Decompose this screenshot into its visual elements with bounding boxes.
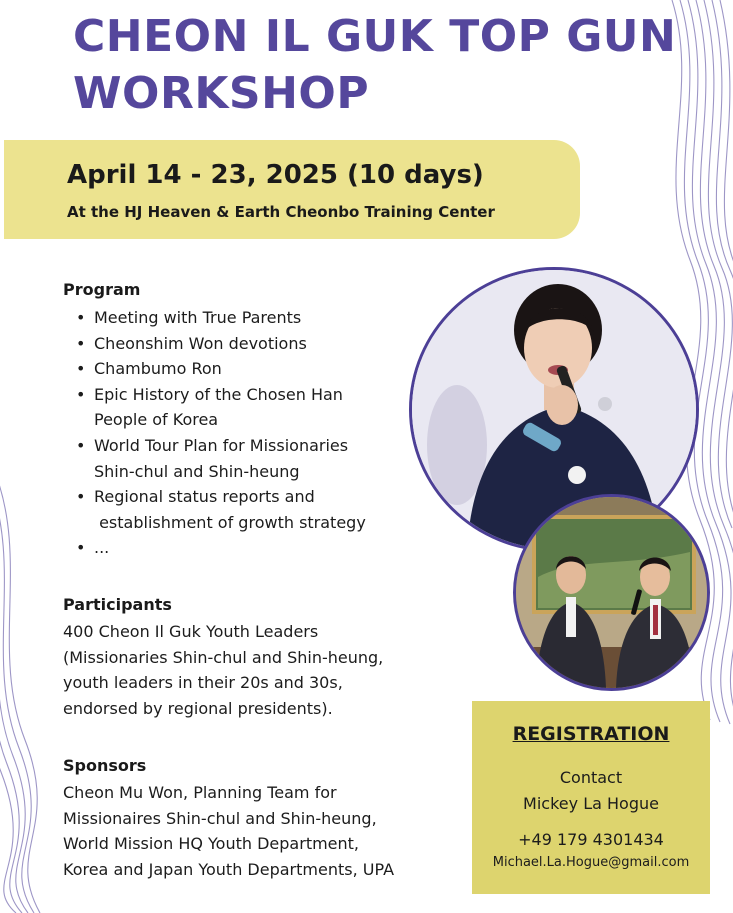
list-item bbox=[73, 535, 413, 561]
sponsors-heading: Sponsors bbox=[63, 756, 147, 775]
program-item-text: Chambumo Ron bbox=[94, 359, 222, 379]
participants-line: youth leaders in their 20s and 30s, bbox=[63, 673, 343, 693]
participants-heading: Participants bbox=[63, 595, 172, 614]
sponsors-line: World Mission HQ Youth Department, bbox=[63, 834, 360, 854]
participants-line: (Missionaries Shin-chul and Shin-heung, bbox=[63, 647, 384, 667]
sponsors-line: Cheon Mu Won, Planning Team for bbox=[63, 783, 337, 802]
program-item-text-cont: People of Korea bbox=[94, 410, 219, 430]
program-item-text: Regional status reports and bbox=[94, 487, 315, 507]
sponsors-line: Missionaires Shin-chul and Shin-heung, bbox=[63, 808, 377, 828]
contact-label: Contact bbox=[559, 768, 623, 787]
program-item-text: ... bbox=[94, 538, 110, 558]
contact-phone[interactable]: +49 179 4301434 bbox=[518, 830, 664, 849]
registration-title: REGISTRATION bbox=[512, 723, 670, 745]
participants-line: endorsed by regional presidents). bbox=[63, 698, 333, 718]
program-item-text: Epic History of the Chosen Han bbox=[94, 384, 343, 404]
page-title bbox=[73, 8, 713, 122]
title-line-1: CHEON IL GUK TOP GUN bbox=[73, 11, 677, 62]
event-date: April 14 - 23, 2025 (10 days) bbox=[67, 160, 484, 190]
program-item-text-cont: Shin-chul and Shin-heung bbox=[94, 461, 300, 481]
date-banner bbox=[4, 140, 580, 239]
list-item bbox=[73, 331, 413, 357]
contact-email[interactable]: Michael.La.Hogue@gmail.com bbox=[492, 855, 690, 870]
youth-leaders-illustration bbox=[516, 497, 707, 688]
contact-name: Mickey La Hogue bbox=[523, 794, 659, 813]
sponsors-text bbox=[63, 780, 394, 882]
sponsors-line: Korea and Japan Youth Departments, UPA bbox=[63, 859, 395, 879]
list-item bbox=[73, 305, 413, 331]
program-heading: Program bbox=[63, 280, 141, 299]
program-item-text: Meeting with True Parents bbox=[94, 308, 302, 327]
participants-line: 400 Cheon Il Guk Youth Leaders bbox=[63, 622, 319, 641]
title-line-2: WORKSHOP bbox=[73, 68, 370, 119]
list-item bbox=[73, 484, 413, 535]
participants-text bbox=[63, 619, 383, 721]
program-item-text: World Tour Plan for Missionaries bbox=[94, 435, 349, 455]
program-item-text-cont: establishment of growth strategy bbox=[94, 512, 366, 532]
list-item bbox=[73, 433, 413, 484]
list-item bbox=[73, 382, 413, 433]
program-list bbox=[73, 305, 413, 561]
youth-leaders-photo bbox=[513, 494, 710, 691]
event-venue: At the HJ Heaven & Earth Cheonbo Training Center bbox=[67, 203, 495, 221]
registration-box bbox=[472, 701, 710, 894]
list-item bbox=[73, 356, 413, 382]
program-item-text: Cheonshim Won devotions bbox=[94, 333, 307, 353]
